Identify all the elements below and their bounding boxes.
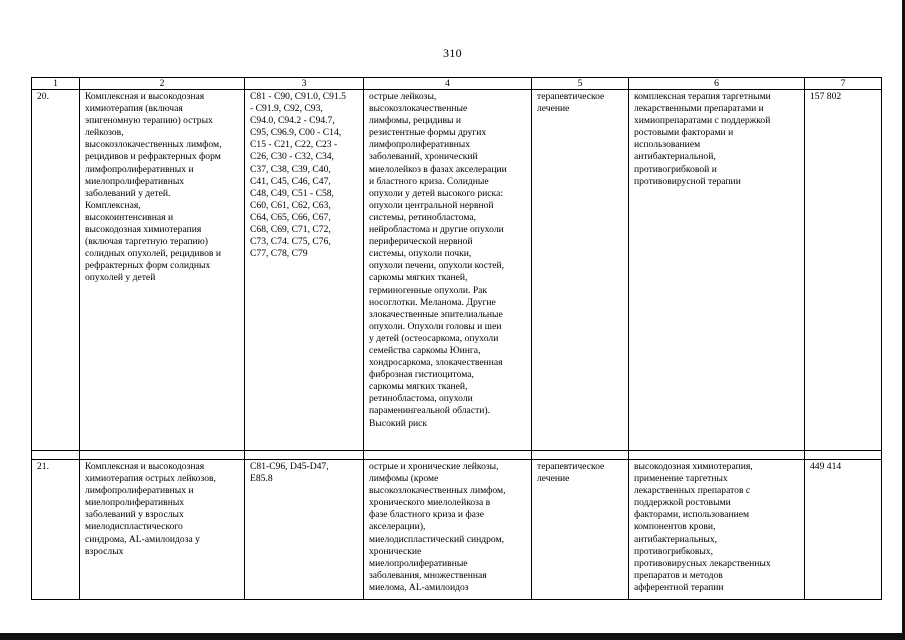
treatment-method: комплексная терапия таргетными лекарственными препаратами и химиопрепаратами с поддержкой ростовыми факторами и использованием антибактериальной, противогрибковой и противовирусной терапии bbox=[629, 90, 805, 451]
column-header: 7 bbox=[805, 78, 882, 90]
scan-edge-bottom bbox=[0, 633, 905, 640]
care-type-name: Комплексная и высокодозная химиотерапия (включая эпигеномную терапию) острых лейкозов, высокозлокачественных лимфом, рецидивов и рефрактерных форм лимфопролиферативных и миелопролиферативных заболеваний у детей. Комплексная, высокоинтенсивная и высокодозная химиотерапия (включая таргетную терапию) солидных опухолей, рецидивов и рефрактерных форм солидных опухолей у детей bbox=[80, 90, 245, 451]
row-spacer bbox=[32, 451, 882, 460]
treatment-type: терапевтическое лечение bbox=[532, 90, 629, 451]
row-number: 21. bbox=[32, 460, 80, 600]
column-header: 1 bbox=[32, 78, 80, 90]
table-header-row bbox=[32, 78, 882, 90]
icd-codes: C81-C96, D45-D47, E85.8 bbox=[245, 460, 364, 600]
table-row bbox=[32, 460, 882, 600]
treatment-method: высокодозная химиотерапия, применение таргетных лекарственных препаратов с поддержкой ростовыми факторами, использованием компонентов крови, антибактериальных, противогрибковых, противовирусных лекарственных препаратов и методов афферентной терапии bbox=[629, 460, 805, 600]
treatment-type: терапевтическое лечение bbox=[532, 460, 629, 600]
care-type-name: Комплексная и высокодозная химиотерапия острых лейкозов, лимфопролиферативных и миелопролиферативных заболеваний у взрослых миелодиспластического синдрома, AL-амилоидоза у взрослых bbox=[80, 460, 245, 600]
column-header: 2 bbox=[80, 78, 245, 90]
column-header: 6 bbox=[629, 78, 805, 90]
column-header: 4 bbox=[364, 78, 532, 90]
disease-model: острые лейкозы, высокозлокачественные лимфомы, рецидивы и резистентные формы других лимфопролиферативных заболеваний, хронический миелолейкоз в фазах акселерации и бластного криза. Солидные опухоли у детей высокого риска: опухоли центральной нервной системы, ретинобластома, нейробластома и другие опухоли периферической нервной системы, опухоли почки, опухоли печени, опухоли костей, саркомы мягких тканей, герминогенные опухоли. Рак носоглотки. Меланома. Другие злокачественные эпителиальные опухоли. Опухоли головы и шеи у детей (остеосаркома, опухоли семейства саркомы Юинга, хондросаркома, злокачественная фиброзная гистиоцитома, саркомы мягких тканей, ретинобластома, опухоли параменингеальной области). Высокий риск bbox=[364, 90, 532, 451]
cost-value: 157 802 bbox=[805, 90, 882, 451]
disease-model: острые и хронические лейкозы, лимфомы (кроме высокозлокачественных лимфом, хронического миелолейкоза в фазе бластного криза и фазе акселерации), миелодиспластический синдром, хронические миелопролиферативные заболевания, множественная миелома, AL-амилоидоз bbox=[364, 460, 532, 600]
icd-codes: C81 - C90, C91.0, C91.5 - C91.9, C92, C93, C94.0, C94.2 - C94.7, C95, C96.9, C00 - C14, C15 - C21, C22, C23 - C26, C30 - C32, C34, C37, C38, C39, C40, C41, C45, C46, C47, C48, C49, C51 - C58, C60, C61, C62, C63, C64, C65, C66, C67, C68, C69, C71, C72, C73, C74. C75, C76, C77, C78, C79 bbox=[245, 90, 364, 451]
row-number: 20. bbox=[32, 90, 80, 451]
table-row bbox=[32, 90, 882, 451]
page-number: 310 bbox=[443, 46, 462, 60]
column-header: 3 bbox=[245, 78, 364, 90]
column-header: 5 bbox=[532, 78, 629, 90]
tariff-table bbox=[31, 77, 882, 600]
cost-value: 449 414 bbox=[805, 460, 882, 600]
